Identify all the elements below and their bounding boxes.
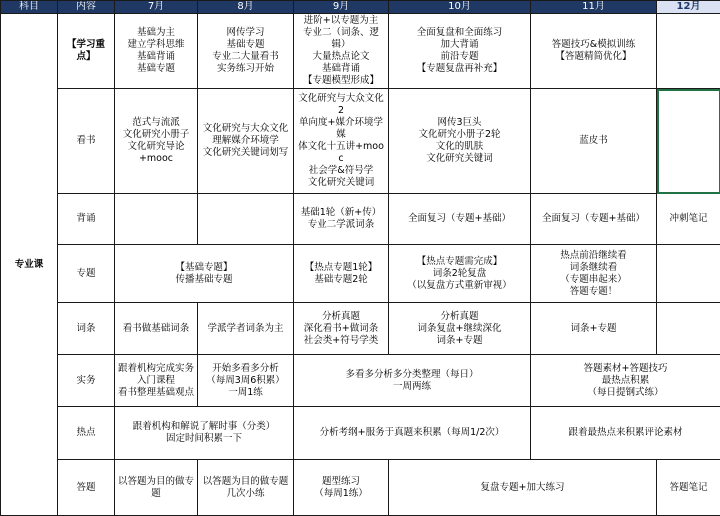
cell-topics-dec[interactable] (657, 245, 720, 303)
cell-answer-aug[interactable]: 以答题为目的做专题 几次小练 (198, 460, 294, 516)
row-label-hotspots[interactable]: 热点 (58, 407, 115, 460)
table-row-hotspots (1, 407, 720, 460)
cell-terms-oct[interactable]: 分析真题 词条复盘+继续深化 词条+专题 (389, 303, 531, 355)
table-row-answering (1, 460, 720, 516)
header-sep[interactable]: 9月 (294, 1, 389, 14)
cell-reading-jul[interactable]: 范式与流派 文化研究小册子 文化研究导论 +mooc (115, 89, 198, 194)
table-row-topics (1, 245, 720, 303)
cell-recite-nov[interactable]: 全面复习（专题+基础） (531, 194, 657, 245)
cell-terms-sep[interactable]: 分析真题 深化看书+做词条 社会类+符号学类 (294, 303, 389, 355)
cell-topics-jul-aug[interactable]: 【基础专题】 传播基础专题 (115, 245, 294, 303)
row-label-terms[interactable]: 词条 (58, 303, 115, 355)
cell-terms-nov[interactable]: 词条+专题 (531, 303, 657, 355)
cell-practice-sep-oct[interactable]: 多看多分析多分类整理（每日） 一周两练 (294, 355, 531, 407)
cell-practice-jul[interactable]: 跟着机构完成实务 入门课程 看书整理基础观点 (115, 355, 198, 407)
cell-topics-nov[interactable]: 热点前沿继续看 词条继续看 （专题串起来） 答题专题！ (531, 245, 657, 303)
cell-hot-nov-dec[interactable]: 跟着最热点来积累评论素材 (531, 407, 720, 460)
row-label-recitation[interactable]: 背诵 (58, 194, 115, 245)
cell-topics-sep[interactable]: 【热点专题1轮】 基础专题2轮 (294, 245, 389, 303)
cell-reading-sep[interactable]: 文化研究与大众文化2 单向度+媒介环境学媒 体文化十五讲+mooc 社会学&符号学 文化研究关键词 (294, 89, 389, 194)
table-row-study-focus (1, 14, 720, 89)
cell-practice-aug[interactable]: 开始多看多分析 （每周3周6积累） 一周1练 (198, 355, 294, 407)
cell-recite-aug[interactable] (198, 194, 294, 245)
cell-focus-sep[interactable]: 进阶+以专题为主 专业二（词条、逻辑） 大量热点论文 基础背诵 【专题模型形成】 (294, 14, 389, 89)
cell-focus-aug[interactable]: 网传学习 基础专题 专业二大量看书 实务练习开始 (198, 14, 294, 89)
cell-recite-sep[interactable]: 基础1轮（新+传） 专业二学派词条 (294, 194, 389, 245)
cell-recite-oct[interactable]: 全面复习（专题+基础） (389, 194, 531, 245)
cell-terms-dec[interactable] (657, 303, 720, 355)
cell-answer-jul[interactable]: 以答题为目的做专题 (115, 460, 198, 516)
cell-recite-dec[interactable]: 冲刺笔记 (657, 194, 720, 245)
cell-recite-jul[interactable] (115, 194, 198, 245)
cell-practice-nov-dec[interactable]: 答题素材+答题技巧 最热点积累 （每日提钢式练） (531, 355, 720, 407)
row-label-reading[interactable]: 看书 (58, 89, 115, 194)
cell-answer-oct-nov[interactable]: 复盘专题+加大练习 (389, 460, 657, 516)
header-row (1, 1, 720, 14)
cell-terms-aug[interactable]: 学派学者词条为主 (198, 303, 294, 355)
header-dec[interactable]: 12月 (657, 1, 720, 14)
cell-reading-aug[interactable]: 文化研究与大众文化 理解媒介环境学 文化研究关键词划写 (198, 89, 294, 194)
row-label-practice[interactable]: 实务 (58, 355, 115, 407)
header-subject[interactable]: 科目 (1, 1, 58, 14)
cell-hot-sep-oct[interactable]: 分析考纲+服务于真题来积累（每周1/2次） (294, 407, 531, 460)
cell-focus-nov[interactable]: 答题技巧&模拟训练 【答题精简优化】 (531, 14, 657, 89)
cell-focus-dec[interactable] (657, 14, 720, 89)
header-content[interactable]: 内容 (58, 1, 115, 14)
cell-reading-dec[interactable] (657, 89, 720, 194)
cell-focus-oct[interactable]: 全面复盘和全面练习 加大背诵 前沿专题 【专题复盘再补充】 (389, 14, 531, 89)
cell-terms-jul[interactable]: 看书做基础词条 (115, 303, 198, 355)
table-row-recitation (1, 194, 720, 245)
cell-reading-nov[interactable]: 蓝皮书 (531, 89, 657, 194)
table-row-terms (1, 303, 720, 355)
row-label-topics[interactable]: 专题 (58, 245, 115, 303)
cell-answer-sep[interactable]: 题型练习 （每周1练） (294, 460, 389, 516)
cell-hot-jul-aug[interactable]: 跟着机构和解说了解时事（分类） 固定时间积累一下 (115, 407, 294, 460)
table-row-reading (1, 89, 720, 194)
row-label-answering[interactable]: 答题 (58, 460, 115, 516)
header-aug[interactable]: 8月 (198, 1, 294, 14)
cell-answer-dec[interactable]: 答题笔记 (657, 460, 720, 516)
cell-topics-oct[interactable]: 【热点专题需完成】 词条2轮复盘 （以复盘方式重新审视） (389, 245, 531, 303)
header-nov[interactable]: 11月 (531, 1, 657, 14)
table-row-practice (1, 355, 720, 407)
subject-cell[interactable]: 专业课 (1, 14, 58, 516)
header-oct[interactable]: 10月 (389, 1, 531, 14)
header-jul[interactable]: 7月 (115, 1, 198, 14)
row-label-study-focus[interactable]: 【学习重点】 (58, 14, 115, 89)
cell-reading-oct[interactable]: 网传3巨头 文化研究小册子2轮 文化的肌肤 文化研究关键词 (389, 89, 531, 194)
cell-focus-jul[interactable]: 基础为主 建立学科思维 基础背诵 基础专题 (115, 14, 198, 89)
